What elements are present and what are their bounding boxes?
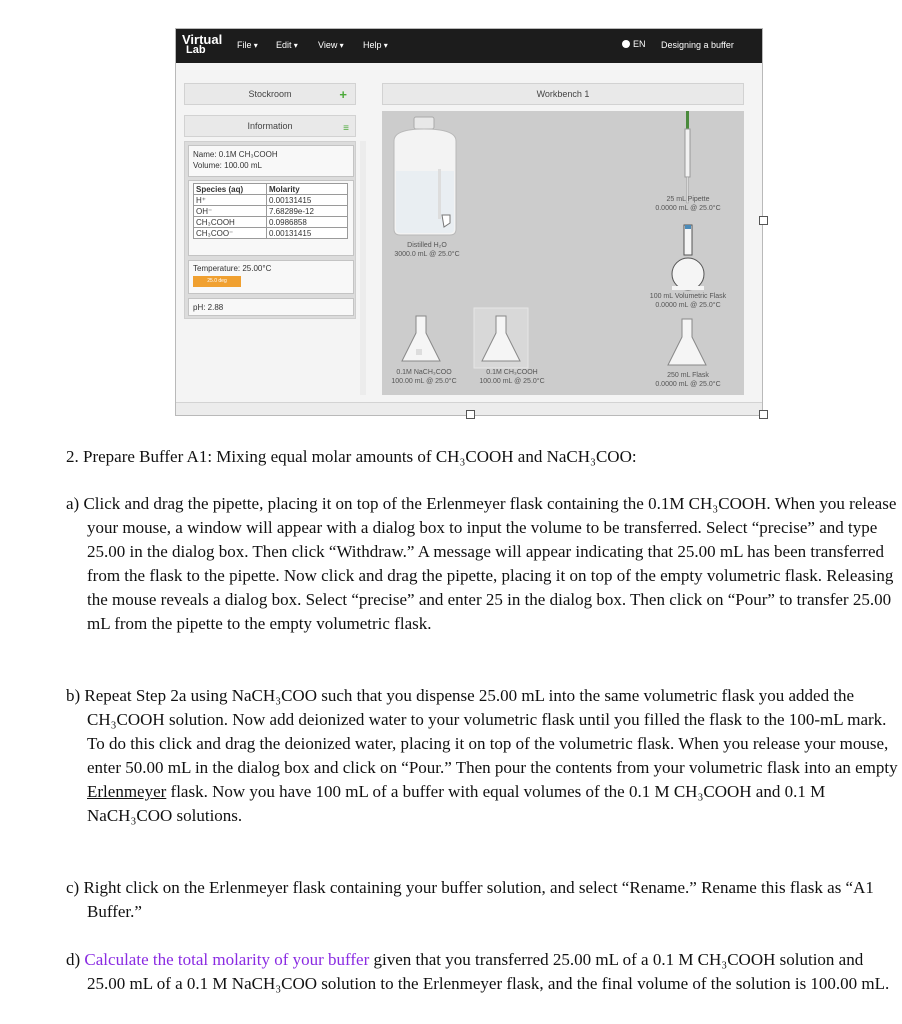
language-selector[interactable]: EN [622,39,646,49]
workbench-area[interactable] [382,111,744,395]
flask-nach3coo[interactable] [402,316,440,361]
menu-help[interactable]: Help ▾ [363,40,388,50]
distilled-water-bottle[interactable] [394,117,456,235]
volumetric-flask[interactable] [672,225,704,290]
ph-box [188,298,354,316]
stockroom-tab[interactable]: Stockroom + [184,83,356,105]
water-label: Distilled H₂O 3000.0 mL @ 25.0°C [394,242,460,258]
table-row: OH⁻ 7.68289e-12 [194,206,348,217]
resize-handle[interactable] [466,410,475,419]
solution-volume: Volume: 100.00 mL [193,161,262,170]
flask-250ml-label: 250 mL Flask 0.0000 mL @ 25.0°C [655,372,721,388]
info-scrollbar[interactable] [360,141,366,395]
table-header-row [194,184,348,195]
flask-nach3coo-label: 0.1M NaCH₃COO 100.00 mL @ 25.0°C [391,369,457,385]
step-a: a) Click and drag the pipette, placing it on top of the Erlenmeyer flask containing the 0.1M CH₃COOH. When you release your mouse, a window will appear with a dialog box to input the volume to be transferred. Select “precise” and type 25.00 in the dialog box. Then click “Withdraw.” A message will appear indicating that 25.00 mL has been transferred from the flask to the pipette. Now click and drag the pipette, placing it on top of the empty volumetric flask. Releasing the mouse reveals a dialog box. Select “precise” and enter 25 in the dialog box. Then click on “Pour” to transfer 25.00 mL from the pipette to the empty volumetric flask. [66,494,897,633]
workbench-tab[interactable]: Workbench 1 [382,83,744,105]
step-b: b) Repeat Step 2a using NaCH₃COO such that you dispense 25.00 mL into the same volumetric flask you added the CH₃COOH solution. Now add deionized water to your volumetric flask until you filled the flask to the 100-mL mark. To do this click and drag the deionized water, placing it on top of the volumetric flask. When you release your mouse, enter 50.00 mL in the dialog box and click on “Pour.” Then pour the contents from your volumetric flask into an empty Erlenmeyer flask. Now you have 100 mL of a buffer with equal volumes of the 0.1 M CH₃COOH and 0.1 M NaCH₃COO solutions. [66,686,898,825]
species-header: Species (aq) [194,184,267,195]
volumetric-flask-label: 100 mL Volumetric Flask 0.0000 mL @ 25.0°C [649,293,727,309]
temperature-badge: 25.0 deg [193,276,241,287]
flask-ch3cooh-label: 0.1M CH₃COOH 100.00 mL @ 25.0°C [479,369,545,385]
ph-value: pH: 2.88 [193,303,224,312]
molarity-header[interactable]: Molarity [267,184,348,195]
species-box [188,180,354,256]
erlenmeyer-underlined: Erlenmeyer [87,782,167,801]
menu-bars-icon[interactable]: ≡ [343,123,349,134]
table-row: CH₃COO⁻ 0.00131415 [194,228,348,239]
resize-handle[interactable] [759,216,768,225]
information-panel [184,141,356,319]
menu-edit[interactable]: Edit ▾ [276,40,298,50]
virtual-lab-logo: Virtual Lab [182,32,223,56]
species-table [193,183,348,239]
globe-icon [622,40,630,48]
pipette-label: 25 mL Pipette 0.0000 mL @ 25.0°C [655,196,721,212]
top-menu-bar [176,29,762,63]
table-row: H⁺ 0.00131415 [194,195,348,206]
table-row: CH₃COOH 0.0986858 [194,217,348,228]
step-d: d) Calculate the total molarity of your buffer given that you transferred 25.00 mL of a 0.1 M CH₃COOH solution and 25.00 mL of a 0.1 M NaCH₃COO solution to the Erlenmeyer flask, and the final volume of the solution is 100.00 mL. [66,950,890,993]
plus-icon[interactable]: + [339,87,347,102]
menu-view[interactable]: View ▾ [318,40,344,50]
step-c: c) Right click on the Erlenmeyer flask containing your buffer solution, and select “Rename.” Rename this flask as “A1 Buffer.” [66,878,874,921]
menu-file[interactable]: File ▾ [237,40,258,50]
project-title: Designing a buffer [661,40,734,50]
solution-name: Name: 0.1M CH₃COOH [193,150,278,159]
information-tab[interactable]: Information ≡ [184,115,356,137]
highlighted-phrase: Calculate the total molarity of your buffer [84,950,370,969]
temperature-box [188,260,354,294]
temperature-label: Temperature: 25.00°C [193,264,272,273]
pipette[interactable] [685,111,690,203]
resize-handle[interactable] [759,410,768,419]
flask-ch3cooh[interactable] [474,308,528,368]
virtual-lab-window [175,28,763,416]
solution-summary [188,145,354,177]
flask-250ml[interactable] [668,319,706,365]
step-heading: 2. Prepare Buffer A1: Mixing equal molar amounts of CH₃COOH and NaCH₃COO: [66,447,637,466]
